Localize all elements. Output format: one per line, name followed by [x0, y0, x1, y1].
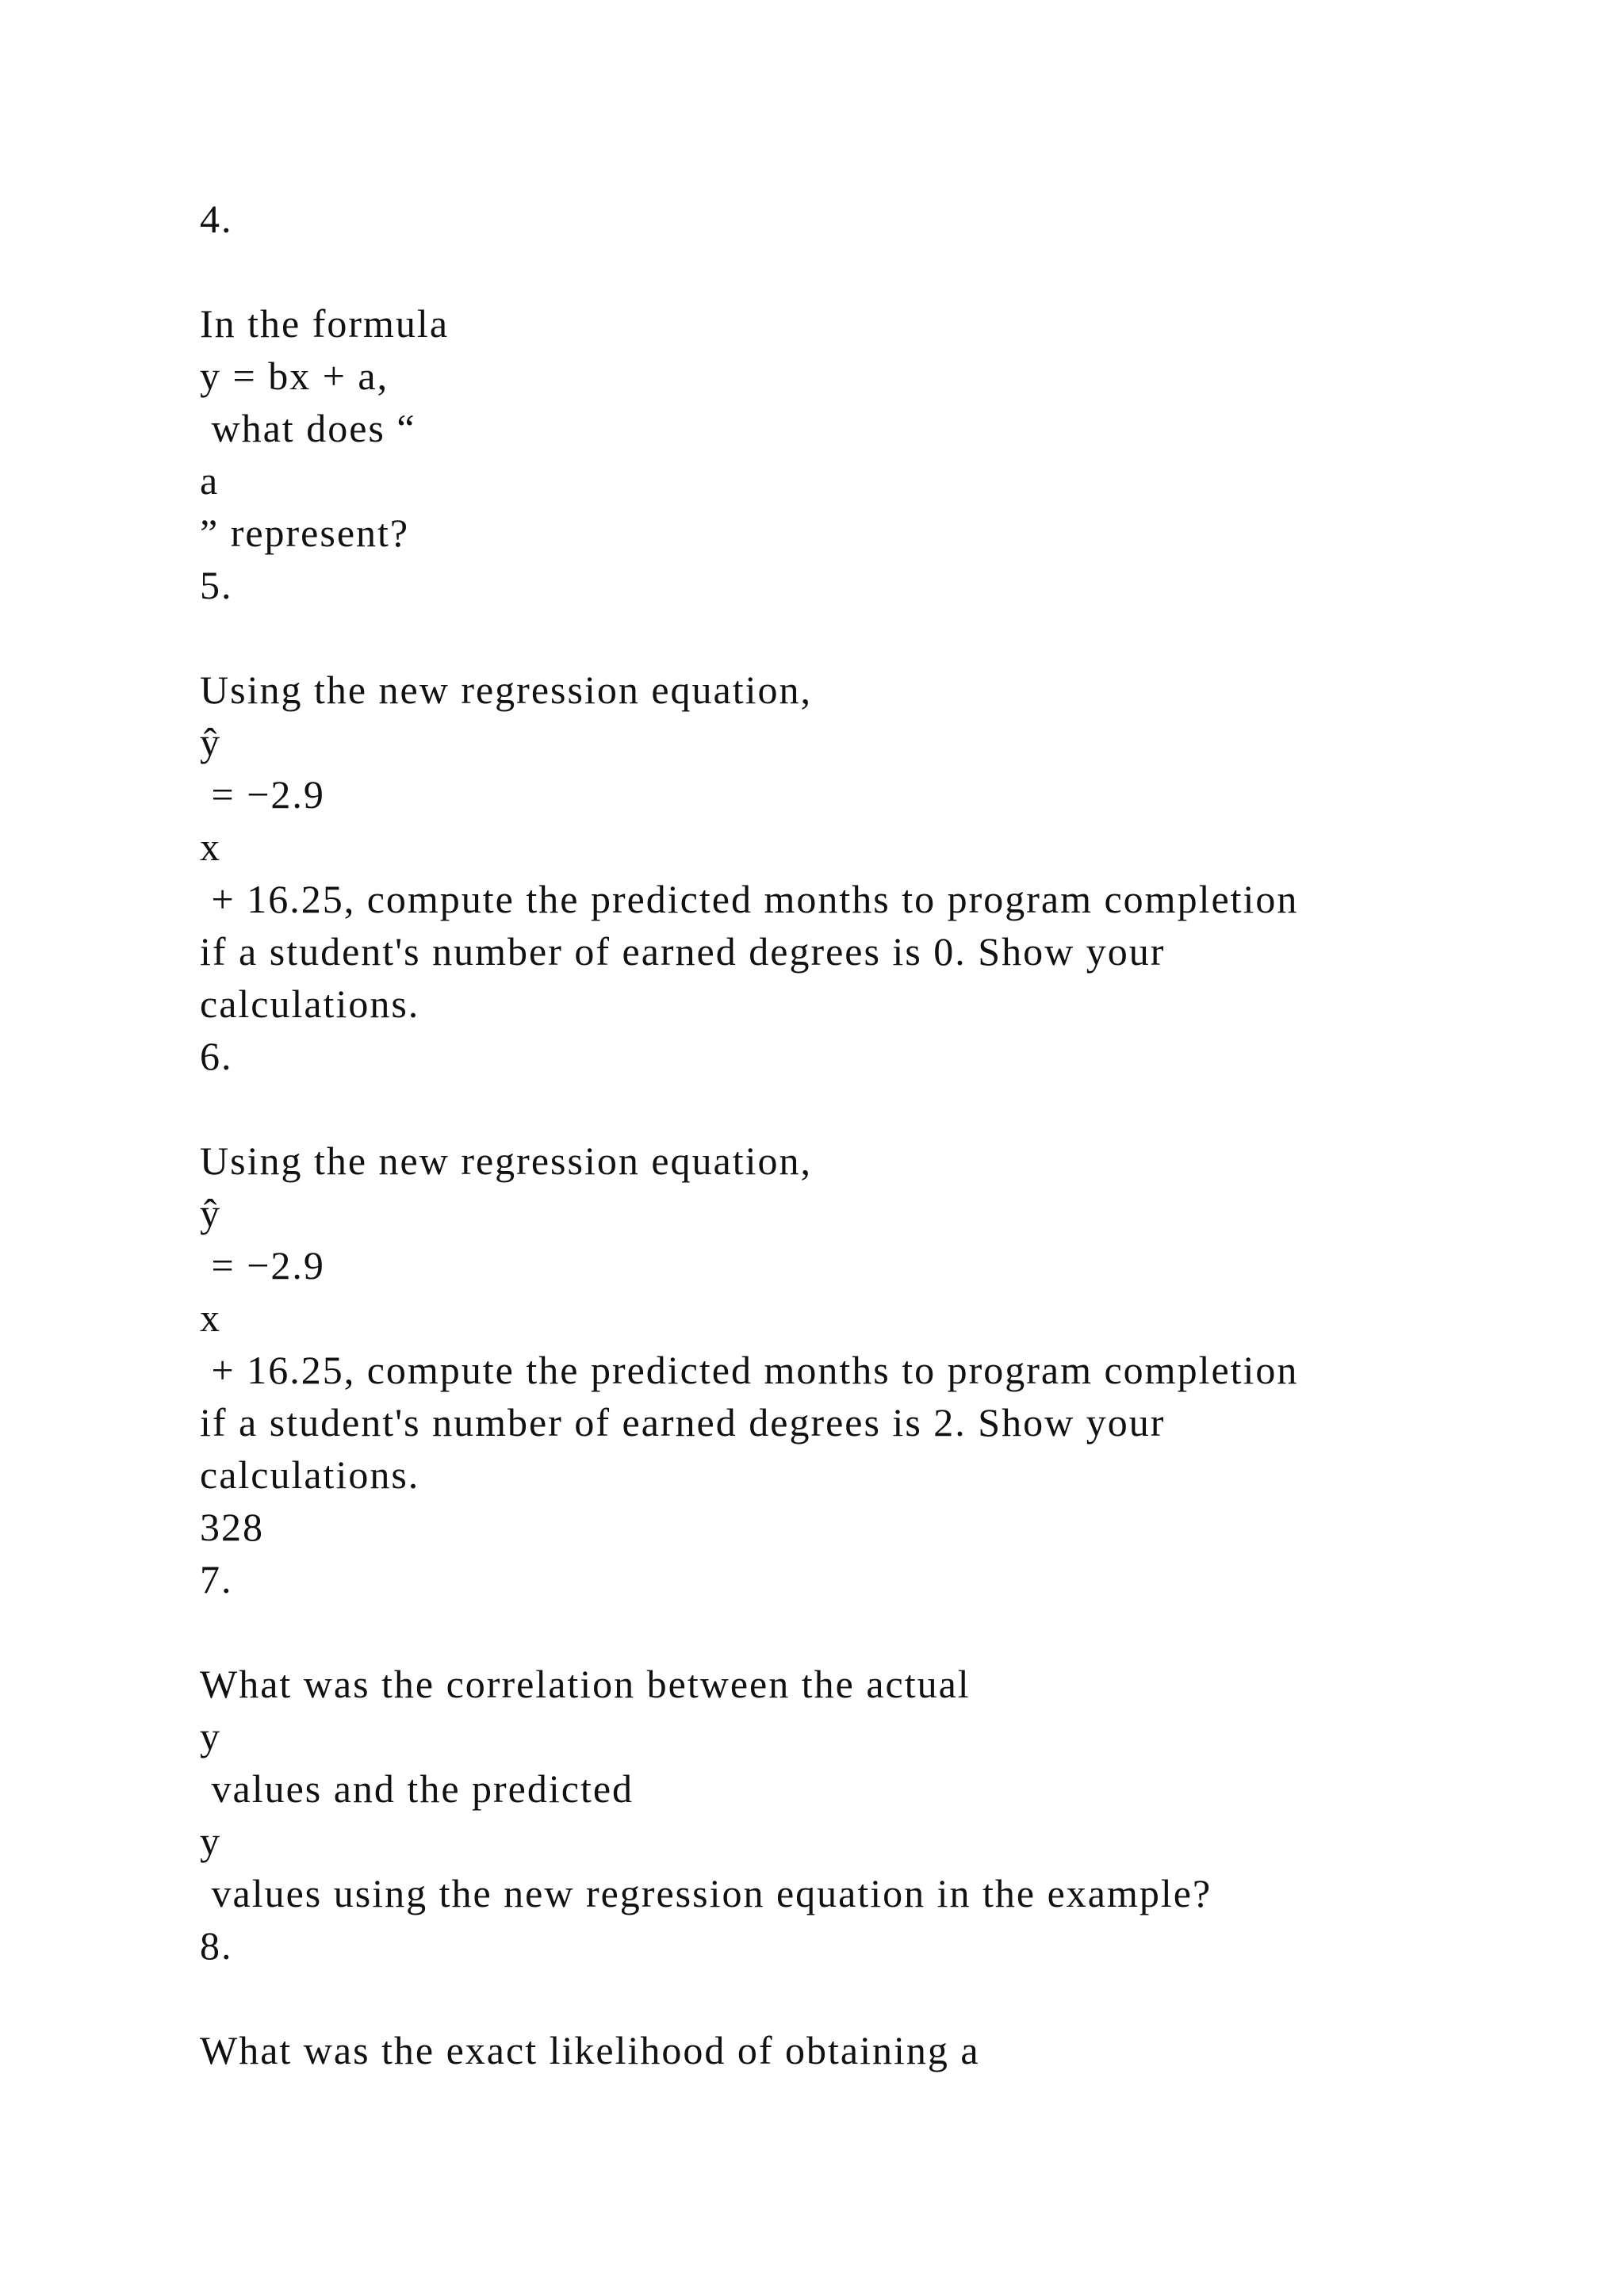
blank-line: [200, 1972, 1548, 2024]
document-text: [200, 193, 1548, 2076]
text-line: if a student's number of earned degrees is 2. Show your: [200, 1400, 1166, 1445]
text-line: What was the exact likelihood of obtaining a: [200, 2028, 980, 2072]
blank-line: [200, 245, 1548, 297]
text-line: y: [200, 1819, 221, 1863]
text-line: 8.: [200, 1923, 233, 1968]
text-line: = −2.9: [200, 1243, 325, 1288]
text-line: y = bx + a,: [200, 354, 389, 398]
text-line: In the formula: [200, 301, 450, 346]
text-line: + 16.25, compute the predicted months to program completion: [200, 1348, 1299, 1392]
text-line: = −2.9: [200, 772, 325, 817]
text-line: 6.: [200, 1034, 233, 1078]
text-line: calculations.: [200, 1452, 420, 1497]
text-line: What was the correlation between the actual: [200, 1662, 971, 1706]
blank-line: [200, 1082, 1548, 1135]
text-line: ” represent?: [200, 511, 410, 555]
text-line: values and the predicted: [200, 1766, 634, 1811]
text-line: y: [200, 1714, 221, 1758]
text-line: calculations.: [200, 982, 420, 1026]
text-line: values using the new regression equation in the example?: [200, 1871, 1212, 1915]
text-line: Using the new regression equation,: [200, 1138, 813, 1183]
text-line: 4.: [200, 197, 233, 241]
text-line: x: [200, 1295, 221, 1340]
text-line: what does “: [200, 406, 416, 450]
blank-line: [200, 611, 1548, 664]
blank-line: [200, 1605, 1548, 1658]
text-line: + 16.25, compute the predicted months to program completion: [200, 877, 1299, 921]
text-line: 5.: [200, 563, 233, 607]
text-line: 7.: [200, 1557, 233, 1601]
text-line: x: [200, 825, 221, 869]
text-line: ŷ: [200, 1191, 221, 1235]
text-line: a: [200, 458, 220, 503]
text-line: 328: [200, 1505, 264, 1549]
text-line: if a student's number of earned degrees is 0. Show your: [200, 929, 1166, 974]
text-line: Using the new regression equation,: [200, 668, 813, 712]
text-line: ŷ: [200, 720, 221, 764]
